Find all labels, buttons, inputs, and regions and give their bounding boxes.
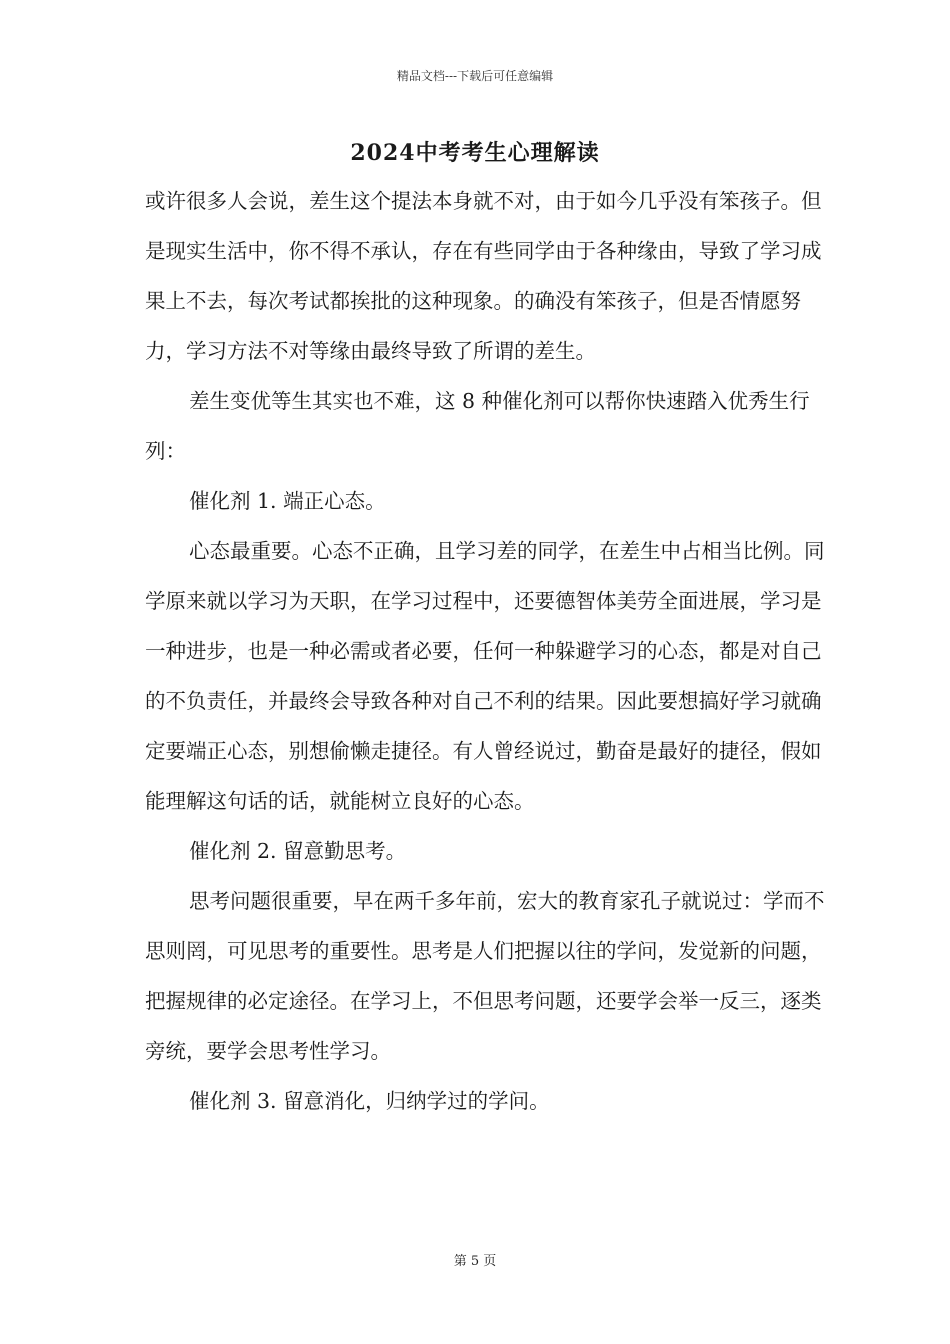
paragraph-catalyst-2-body: 思考问题很重要，早在两千多年前，宏大的教育家孔子就说过：学而不思则罔，可见思考的重要性。思考是人们把握以往的学问，发觉新的问题，把握规律的必定途径。在学习上，不但思考问题，还要学会举一反三，逐类旁统，要学会思考性学习。: [145, 889, 825, 1063]
page-number: 第 5 页: [453, 1254, 497, 1269]
document-body: [145, 176, 825, 1126]
paragraph-catalyst-1-body: 心态最重要。心态不正确，且学习差的同学，在差生中占相当比例。同学原来就以学习为天职，在学习过程中，还要德智体美劳全面进展，学习是一种进步，也是一种必需或者必要，任何一种躲避学习的心态，都是对自己的不负责任，并最终会导致各种对自己不利的结果。因此要想搞好学习就确定要端正心态，别想偷懒走捷径。有人曾经说过，勤奋是最好的捷径，假如能理解这句话的话，就能树立良好的心态。: [145, 539, 825, 813]
paragraph-intro: 或许很多人会说，差生这个提法本身就不对，由于如今几乎没有笨孩子。但是现实生活中，你不得不承认，存在有些同学由于各种缘由，导致了学习成果上不去，每次考试都挨批的这种现象。的确没有笨孩子，但是否情愿努力，学习方法不对等缘由最终导致了所谓的差生。: [145, 189, 822, 363]
page-header: 精品文档---下载后可任意编辑: [396, 69, 554, 83]
paragraph-catalyst-3-heading: 催化剂 3. 留意消化，归纳学过的学问。: [189, 1089, 550, 1113]
paragraph-catalyst-1-heading: 催化剂 1. 端正心态。: [189, 489, 386, 513]
paragraph-catalyst-overview: 差生变优等生其实也不难，这 8 种催化剂可以帮你快速踏入优秀生行列：: [145, 389, 810, 463]
document-title: 2024中考考生心理解读: [350, 140, 600, 166]
paragraph-catalyst-2-heading: 催化剂 2. 留意勤思考。: [189, 839, 407, 863]
